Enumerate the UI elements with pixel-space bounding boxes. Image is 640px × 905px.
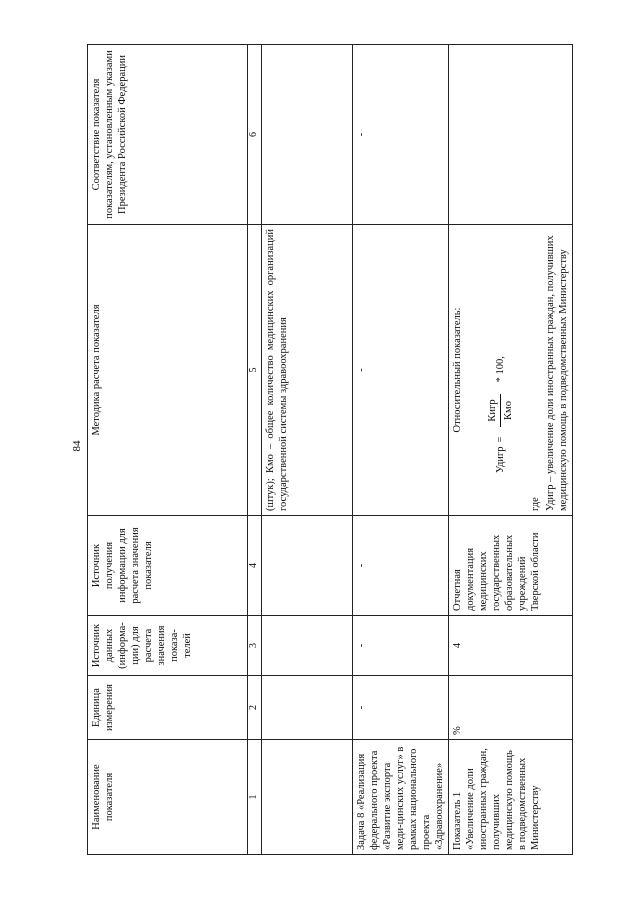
column-number: 5 (248, 225, 262, 516)
continuation-row (262, 45, 353, 855)
method-continuation-text: (штук); Кмо – общее количество медицинских организаций государственной системы здравоохранения (262, 225, 353, 516)
indicator-1-method (449, 225, 573, 516)
task-8-compliance: - (353, 45, 449, 225)
formula-legend-text: Удигр – увеличение доли иностранных граждан, получивших медицинскую помощь в подведомственных Министерству (545, 235, 570, 511)
indicator-1-info-source: Отчетная документация медицинских государственных образовательных учреждений Тверской области (449, 516, 573, 616)
header-info-source: Источник получения информации для расчета значения показателя (88, 516, 248, 616)
formula-multiplier: * 100, (495, 356, 507, 383)
method-title: Относительный показатель: (452, 307, 464, 433)
cell-empty (262, 616, 353, 676)
column-number: 4 (248, 516, 262, 616)
header-method: Методика расчета показателя (88, 225, 248, 516)
formula (486, 229, 515, 511)
task-8-title: Задача 8 «Реализация федерального проекта «Развитие экспорта меди-цинских услуг» в рамках национального проекта «Здравоохранение» (353, 740, 449, 855)
indicator-1-data-source: 4 (449, 616, 573, 676)
task-8-row (353, 45, 449, 855)
formula-fraction (486, 394, 515, 426)
formula-denominator: Кмо (503, 401, 515, 420)
table-header-row (88, 45, 248, 855)
column-number: 6 (248, 45, 262, 225)
task-8-unit: - (353, 676, 449, 740)
task-8-data-source: - (353, 616, 449, 676)
indicator-1-title: Показатель 1 «Увеличение доли иностранных граждан, получивших медицинскую помощь в подведомственных Министерству (449, 740, 573, 855)
column-numbers-row (248, 45, 262, 855)
task-8-info-source: - (353, 516, 449, 616)
cell-empty (262, 516, 353, 616)
header-compliance: Соответствие показателя показателям, установленным указами Президента Российской Федерации (88, 45, 248, 225)
column-number: 1 (248, 740, 262, 855)
column-number: 2 (248, 676, 262, 740)
task-8-method: - (353, 225, 449, 516)
indicator-1-unit: % (449, 676, 573, 740)
indicator-1-compliance (449, 45, 573, 225)
formula-where: где (530, 497, 542, 511)
indicators-table (87, 44, 573, 855)
formula-lhs: Удигр (495, 446, 507, 473)
cell-empty (262, 676, 353, 740)
formula-equals: = (495, 436, 507, 443)
cell-empty (262, 45, 353, 225)
header-indicator-name: Наименование показателя (88, 740, 248, 855)
cell-empty (262, 740, 353, 855)
column-number: 3 (248, 616, 262, 676)
rotated-table-container (87, 45, 577, 855)
formula-numerator: Кигр (486, 394, 501, 426)
header-data-source: Источник данных (информа-ции) для расчета значения показа-телей (88, 616, 248, 676)
indicator-1-row (449, 45, 573, 855)
header-unit: Единица измерения (88, 676, 248, 740)
page-number: 84 (71, 440, 83, 452)
